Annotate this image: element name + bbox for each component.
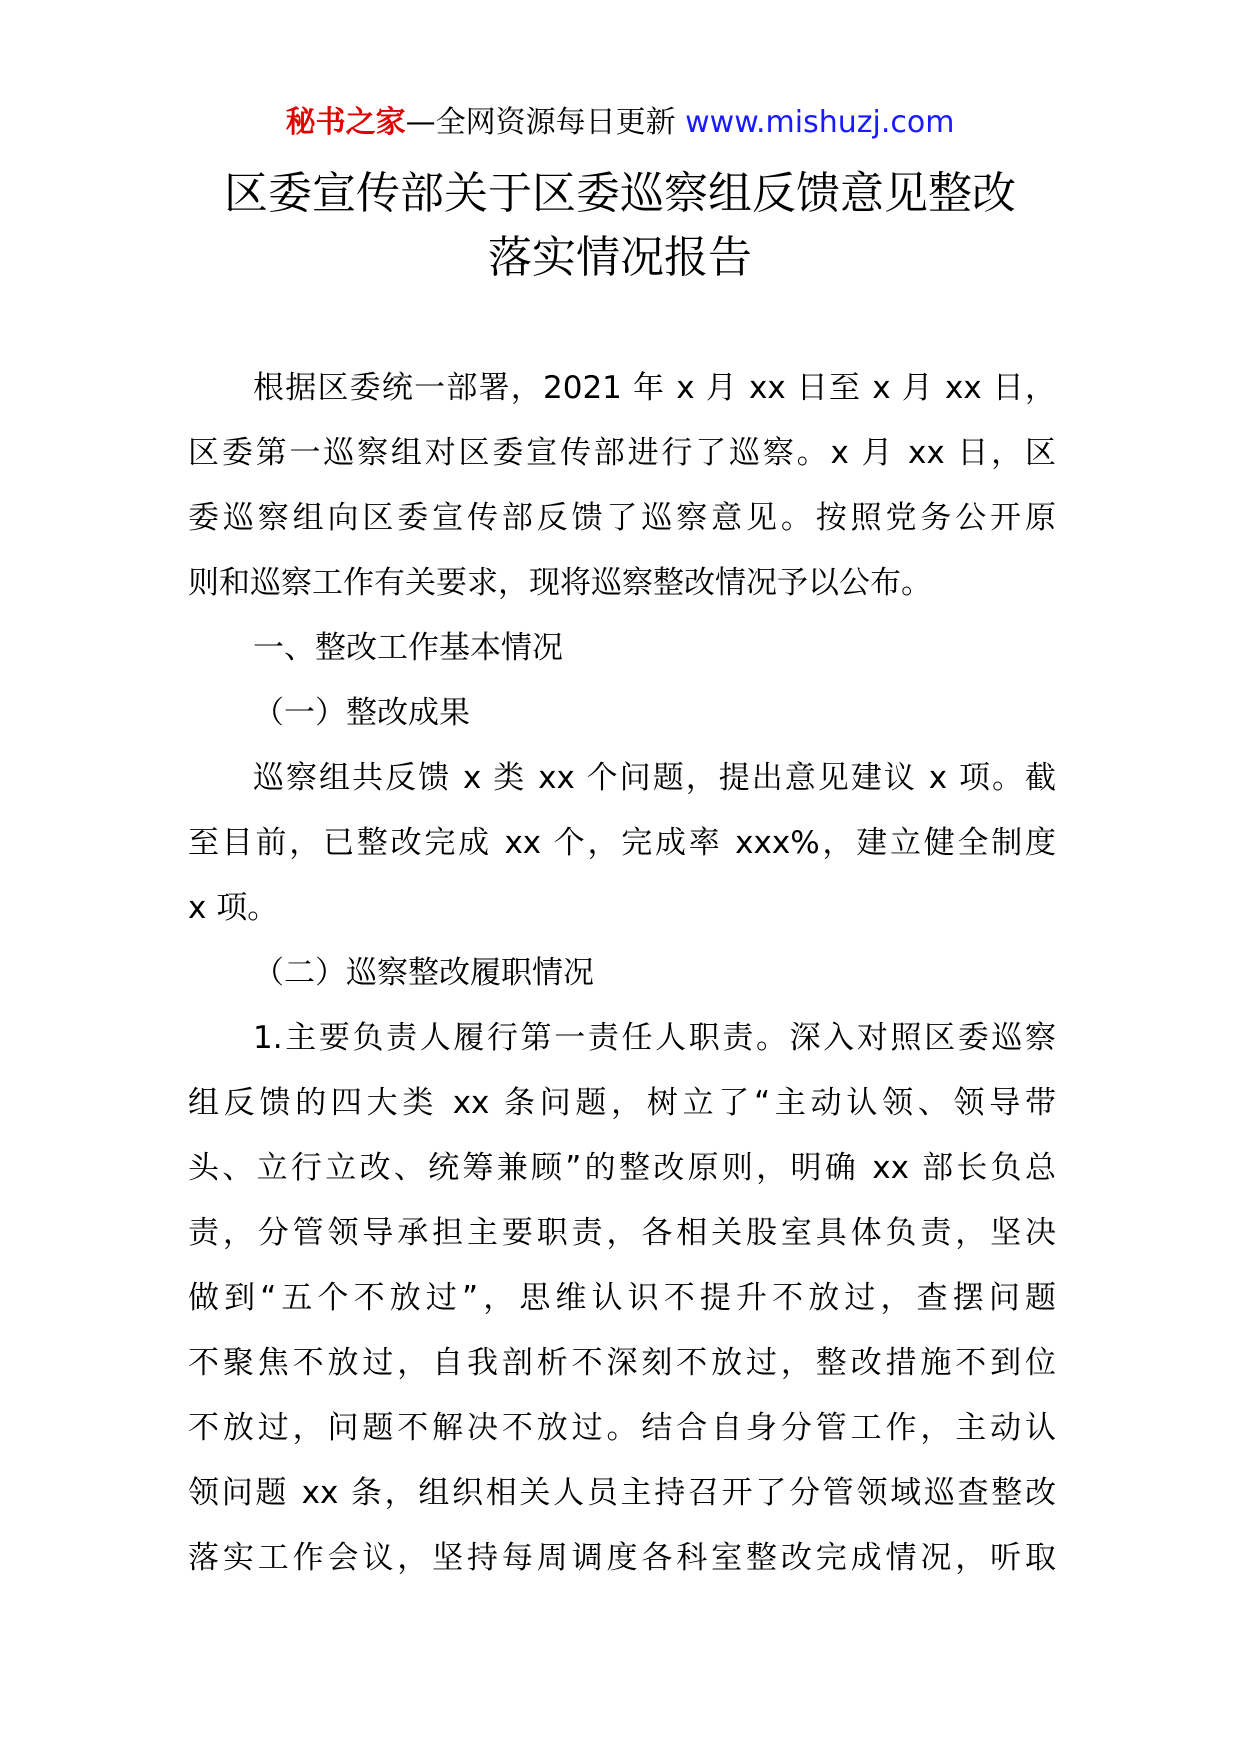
paragraph-line: 头、立行立改、统筹兼顾”的整改原则，明确 xx 部长负总 [188,1150,1056,1186]
paragraph-line: 责，分管领导承担主要职责，各相关股室具体负责，坚决 [188,1215,1056,1251]
paragraph-line: 至目前，已整改完成 xx 个，完成率 xxx%，建立健全制度 [188,825,1056,861]
paragraph-line: 不放过，问题不解决不放过。结合自身分管工作，主动认 [188,1410,1056,1446]
paragraph-line: 委巡察组向区委宣传部反馈了巡察意见。按照党务公开原 [188,500,1056,536]
paragraph-line: 做到“五个不放过”，思维认识不提升不放过，查摆问题 [188,1280,1056,1316]
document-title [0,162,1240,290]
paragraph-line: 巡察组共反馈 x 类 xx 个问题，提出意见建议 x 项。截 [253,760,1056,796]
site-url: www.mishuzj.com [685,105,955,140]
paragraph-line: 不聚焦不放过，自我剖析不深刻不放过，整改措施不到位 [188,1345,1056,1381]
section-heading: 一、整改工作基本情况 [253,630,563,666]
paragraph-line: 根据区委统一部署，2021 年 x 月 xx 日至 x 月 xx 日， [253,370,1056,406]
subsection-heading: （二）巡察整改履职情况 [253,955,594,991]
subsection-heading: （一）整改成果 [253,695,470,731]
site-banner [0,98,1240,148]
paragraph-line: 则和巡察工作有关要求，现将巡察整改情况予以公布。 [188,565,932,601]
document-body [188,356,1056,1591]
paragraph-line: x 项。 [188,890,279,926]
title-line-1: 区委宣传部关于区委巡察组反馈意见整改 [224,168,1016,219]
paragraph-line: 落实工作会议，坚持每周调度各科室整改完成情况，听取 [188,1540,1056,1576]
paragraph-line: 领问题 xx 条，组织相关人员主持召开了分管领域巡查整改 [188,1475,1056,1511]
paragraph-line: 区委第一巡察组对区委宣传部进行了巡察。x 月 xx 日，区 [188,435,1056,471]
paragraph-line: 组反馈的四大类 xx 条问题，树立了“主动认领、领导带 [188,1085,1056,1121]
brand-name: 秘书之家 [285,105,406,140]
title-line-2: 落实情况报告 [488,232,752,283]
paragraph-line: 1.主要负责人履行第一责任人职责。深入对照区委巡察 [253,1020,1056,1056]
banner-tagline: —全网资源每日更新 [405,105,676,140]
